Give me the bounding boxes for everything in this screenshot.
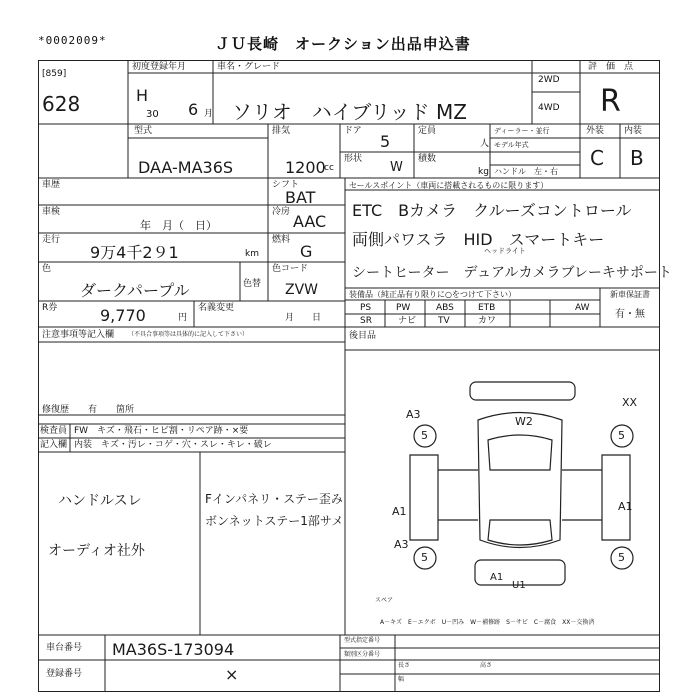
doors-value: 5 [380, 132, 391, 151]
lot-prefix: [859] [42, 69, 67, 79]
sales-points-label: セールスポイント（車両に搭載されるものに限ります） [349, 181, 549, 190]
width-label: 幅 [398, 676, 405, 683]
recycle-value: 9,770 [100, 306, 146, 325]
height-label: 高さ [480, 662, 493, 669]
lot-number: 628 [42, 92, 81, 116]
recycle-label: R券 [42, 303, 58, 313]
note-1: ハンドルスレ [58, 493, 142, 509]
type-label: 型式 [134, 126, 153, 136]
loading-label: 積数 [418, 154, 437, 164]
inspect-card-label: 型式指定番号 [344, 637, 381, 644]
repair-mark: 有 [88, 405, 98, 415]
color-label: 色 [42, 264, 52, 274]
entry-label: 記入欄 [40, 440, 68, 450]
mileage-value: 9万4千2９1 [90, 243, 179, 262]
disp-label: 排気 [272, 126, 291, 136]
ac-label: 冷房 [272, 207, 291, 217]
warranty-value: 有・無 [615, 309, 645, 320]
inspect-label: 検査員 [40, 426, 68, 436]
interior-grade: B [630, 146, 644, 170]
repair-count: 箇所 [116, 405, 135, 415]
displacement-value: 1200 [285, 158, 326, 177]
sales-point-2: 両側パワスラ HID スマートキー [352, 230, 605, 249]
color-change-label: 色替 [243, 279, 262, 289]
4wd-label: 4WD [538, 103, 560, 113]
inspect-int: 内装 キズ・汚レ・コゲ・穴・スレ・キレ・破レ [74, 440, 272, 450]
color-code-value: ZVW [285, 282, 319, 298]
dmg-u1: U1 [512, 580, 526, 591]
shape-value: W [390, 160, 403, 175]
note-4: ボンネットステー1部サメ [205, 514, 344, 528]
dmg-a1-left: A1 [392, 505, 407, 518]
shift-value: BAT [285, 188, 316, 207]
repair-label: 修復歴 [42, 405, 70, 415]
kg-unit: kg [478, 167, 489, 177]
equip-pw: PW [396, 303, 411, 313]
equip-tv: TV [438, 316, 450, 326]
month-unit: 月 [204, 109, 214, 119]
shift-label: シフト [272, 180, 300, 190]
exterior-grade: C [590, 146, 604, 170]
length-label: 長さ [398, 662, 411, 669]
ac-value: AAC [293, 212, 327, 231]
equipment-label: 装備品（純正品有り限りに○をつけて下さい） [349, 290, 516, 299]
history-label: 車歴 [42, 180, 61, 190]
inspect-ext: FW キズ・飛石・ヒビ割・リペア跡・×要 [74, 426, 249, 436]
exterior-label: 外装 [586, 126, 605, 136]
eval-label: 評 価 点 [588, 62, 634, 72]
color-value: ダークパープル [80, 281, 190, 300]
model-code: DAA-MA36S [138, 158, 234, 177]
sales-point-2-note: ヘッドライト [484, 247, 526, 255]
dmg-5-fr: 5 [618, 429, 625, 442]
name-change-label: 名義変更 [198, 303, 235, 313]
category-label: 類別区分番号 [344, 651, 381, 658]
2wd-label: 2WD [538, 75, 560, 85]
dmg-a1-right: A1 [618, 500, 633, 513]
color-code-label: 色コード [272, 264, 309, 274]
fuel-value: G [300, 242, 313, 261]
equip-aw: AW [575, 303, 590, 313]
yen-unit: 円 [178, 313, 188, 323]
after-market-label: 後目品 [349, 331, 377, 341]
km-unit: km [245, 249, 259, 259]
interior-label: 内装 [624, 126, 643, 136]
era: H [136, 86, 149, 105]
month: 6 [188, 100, 199, 119]
dealer-label: ディーラー・並行 [494, 127, 550, 135]
cc-unit: cc [324, 163, 334, 173]
note-2: オーディオ社外 [48, 543, 145, 559]
equip-etb: ETB [478, 303, 496, 313]
year: 30 [146, 109, 159, 120]
form-title: ＪＵ長崎 オークション出品申込書 [215, 35, 471, 53]
sales-point-3: シートヒーター デュアルカメラブレーキサポート [352, 265, 672, 281]
score: R [600, 84, 621, 119]
spare-label: スペア [375, 597, 394, 604]
handle-label: ハンドル 左・右 [494, 167, 558, 176]
equip-sr: SR [360, 316, 372, 326]
registration-label: 登録番号 [46, 669, 83, 679]
chassis-value: MA36S-173094 [112, 640, 235, 659]
notes-label: 注意事項等記入欄 [42, 330, 115, 340]
notes-small: （不具合事項等は具体的に記入して下さい） [128, 331, 249, 338]
new-title-label: 新車保証書 [610, 290, 650, 299]
dmg-a1-rear: A1 [490, 572, 504, 583]
equip-ps: PS [360, 303, 372, 313]
registration-value: × [225, 665, 239, 684]
doors-label: ドア [344, 126, 362, 136]
dmg-w2: W2 [515, 415, 533, 428]
dmg-xx: XX [622, 396, 638, 409]
note-3: Fインパネリ・ステー歪み [205, 492, 343, 506]
model-grade-label: 車名・グレード [217, 62, 281, 72]
dmg-5-rr: 5 [618, 551, 625, 564]
dmg-a3-top: A3 [406, 408, 421, 421]
equip-navi: ナビ [398, 316, 417, 326]
inspection-value: 年 月（ 日） [140, 219, 217, 232]
model-year-label: モデル年式 [494, 141, 529, 149]
dmg-5-rl: 5 [421, 551, 428, 564]
chassis-label: 車台番号 [46, 643, 83, 653]
equip-kawa: カワ [478, 316, 497, 326]
dmg-a3-rear: A3 [394, 538, 409, 551]
shape-label: 形状 [344, 154, 363, 164]
capacity-label: 定員 [418, 126, 437, 136]
equip-abs: ABS [436, 303, 454, 313]
fuel-label: 燃料 [272, 235, 291, 245]
sales-point-1: ETC Bカメラ クルーズコントロール [352, 201, 632, 220]
capacity-unit: 人 [480, 139, 490, 149]
damage-legend: A－キズ E－エクボ U－凹み W－補修跡 S－サビ C－腐食 XX－交換済 [380, 619, 595, 626]
first-reg-label: 初度登録年月 [132, 62, 187, 72]
inspection-label: 車検 [42, 207, 61, 217]
mileage-label: 走行 [42, 235, 61, 245]
name-change-value: 月 日 [285, 313, 322, 323]
dmg-5-fl: 5 [421, 429, 428, 442]
serial-barcode: *0002009* [38, 34, 107, 47]
car-diagram [410, 382, 633, 585]
model-name: ソリオ ハイブリッド MZ [232, 100, 467, 124]
